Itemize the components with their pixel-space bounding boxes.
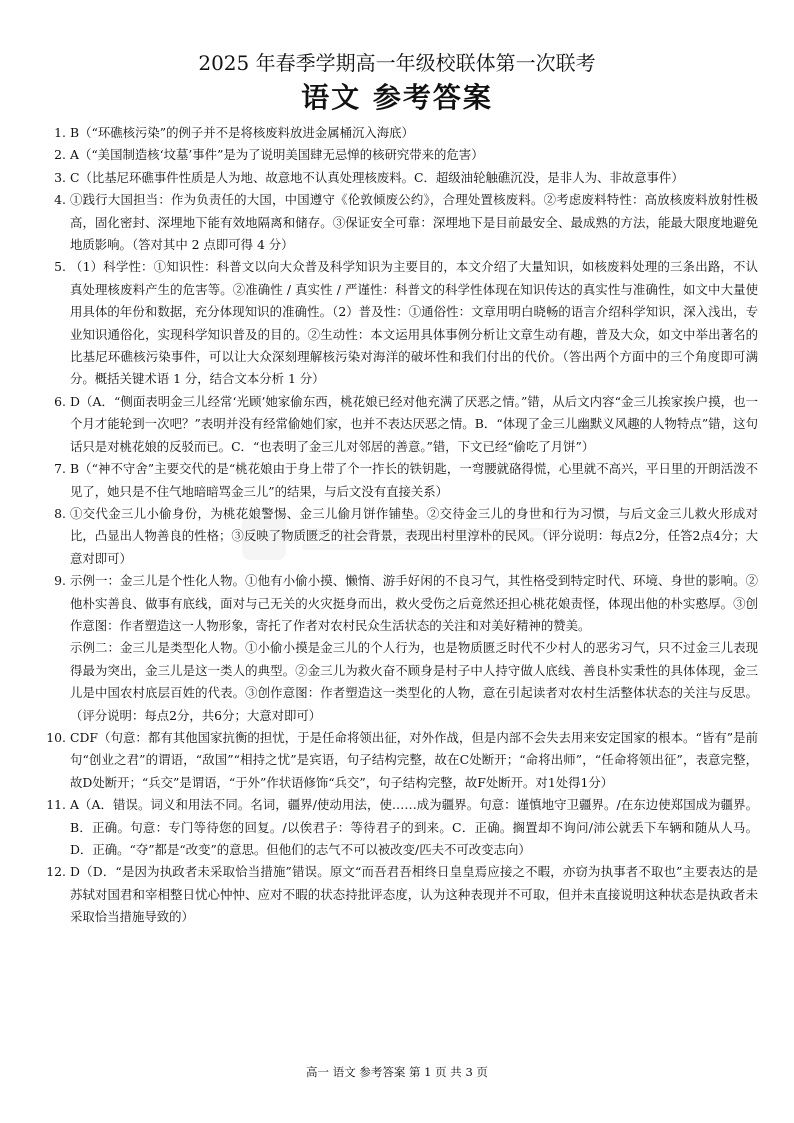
answer-item-7 [36,458,758,503]
answer-text: CDF（句意：都有其他国家抗衡的担忧，于是任命将领出征，对外作战，但是内部不会失去用来安定国家的根本。“皆有”是前句“创业之君”的谓语，“敌国”“相持之忧”是宾语，句子结构完整，故在C处断开；“命将出师”，“任命将领出征”，表意完整，故D处断开；“兵交”是谓语，“于外”作状语修饰“兵交”，句子结构完整，故F处断开。对1处得1分） [70,729,758,790]
answer-list [36,122,758,929]
answer-item-6 [36,391,758,458]
answer-text: B（“神不守舍”主要交代的是“桃花娘由于身上带了个一拃长的铁钥匙，一弯腰就硌得慌，心里就不高兴，平日里的开朗活泼不见了，她只是不住气地暗暗骂金三儿”的结果，与后文没有直接关系） [70,461,758,499]
answer-number: 12. [46,864,66,880]
answer-number: 3. [54,169,66,185]
answer-text: D（D．“是因为执政者未采取恰当措施”错误。原文“而吾君吾相终日皇皇焉应接之不暇，亦窃为执事者不取也”主要表达的是苏轼对国君和宰相整日忧心忡忡、应对不暇的状态持批评态度，认为这种表现并不可取，但并未直接说明这种状态是执政者未采取恰当措施导致的） [70,864,758,925]
answer-number: 6. [54,393,66,409]
answer-number: 5. [54,259,66,275]
exam-title: 2025 年春季学期高一年级校联体第一次联考 [198,51,596,75]
answer-number: 11. [46,797,66,813]
answer-item-12 [36,861,758,928]
answer-number: 9. [54,573,66,589]
answer-text: ①践行大国担当：作为负责任的大国，中国遵守《伦敦倾废公约》，合理处置核废料。②考虑废料特性：高放核废料放射性极高，固化密封、深埋地下能有效地隔离和储存。③保证安全可靠：深埋地下是目前最安全、最成熟的方法，能最大限度地避免地质影响。（答对其中 2 点即可得 4 分） [70,192,758,253]
answer-item-9 [36,570,758,727]
answer-item-4 [36,189,758,256]
answer-item-1 [36,122,758,144]
answer-text: B（“环礁核污染”的例子并不是将核废料放进金属桶沉入海底） [70,125,414,140]
answer-item-8 [36,503,758,570]
answer-number: 2. [54,147,66,163]
answer-text [70,570,758,727]
answer-text: C（比基尼环礁事件性质是人为地、故意地不认真处理核废料。C．超级油轮触礁沉没，是非人为、非故意事件） [70,169,684,185]
example-two: 示例二：金三儿是类型化人物。①小偷小摸是金三儿的个人行为，也是物质匮乏时代不少村人的恶劣习气，只不过金三儿表现得最为突出，金三儿是这一类人的典型。②金三儿为救火奋不顾身是村子中人持守做人底线、善良朴实秉性的具体体现，金三儿是中国农村底层百姓的代表。③创作意图：作者塑造这一类型化的人物，意在引起读者对农村生活整体状态的关注与反思。（评分说明：每点2分，共6分；大意对即可） [70,640,758,723]
answer-text: A（A．错误。词义和用法不同。名词，疆界/使动用法，使……成为疆界。句意：谨慎地守卫疆界。/在东边使郑国成为疆界。B．正确。句意：专门等待您的回复。/以俟君子：等待君子的到来。C．正确。搁置却不询问/沛公就丢下车辆和随从人马。D．正确。“夺”都是“改变”的意思。但他们的志气不可以被改变/匹夫不可改变志向） [70,797,758,857]
answer-number: 1. [54,125,66,140]
answer-item-11 [36,794,758,861]
answer-number: 4. [54,192,66,208]
answer-text: A（“美国制造核‘坟墓’事件”是为了说明美国肆无忌惮的核研究带来的危害） [70,147,484,163]
answer-item-3 [36,167,758,189]
answer-number: 8. [54,505,66,521]
answer-item-2 [36,144,758,166]
example-one: 示例一：金三儿是个性化人物。①他有小偷小摸、懒惰、游手好闲的不良习气，其性格受到特定时代、环境、身世的影响。②他朴实善良、做事有底线，面对与己无关的火灾挺身而出，救火受伤之后竟然还担心桃花娘责怪，体现出他的朴实憨厚。③创作意图：作者塑造这一人物形象，寄托了作者对农村民众生活状态的关注和对美好精神的赞美。 [70,573,758,633]
answer-text: （1）科学性：①知识性：科普文以向大众普及科学知识为主要目的，本文介绍了大量知识，如核废料处理的三条出路，不认真处理核废料产生的危害等。②准确性 / 真实性 / 严谨性：科普文的科学性体现在知识传达的真实性与准确性，如文中大量使用具体的年份和数据，充分体现知识的准确性。（2）普及性：①通俗性：文章用明白晓畅的语言介绍科学知识，深入浅出，专业知识通俗化，实现科学知识普及的目的。②生动性：本文运用具体事例分析让文章生动有趣，普及大众，如文中举出著名的比基尼环礁核污染事件，可以让大众深刻理解核污染对海洋的破坏性和我们付出的代价。（答出两个方面中的三个角度即可满分。概括关键术语 1 分，结合文本分析 1 分） [70,259,758,387]
answer-number: 7. [54,461,66,477]
answer-text: ①交代金三儿小偷身份，为桃花娘警惕、金三儿偷月饼作铺垫。②交待金三儿的身世和行为习惯，与后文金三儿救火形成对比，凸显出人物善良的性格；③反映了物质匮乏的社会背景，表现出村里淳朴的民风。（评分说明：每点2分，任答2点4分；大意对即可） [70,505,758,566]
answer-text: D（A．“侧面表明金三儿经常‘光顾’她家偷东西，桃花娘已经对他充满了厌恶之情。”错，从后文内容“金三儿挨家挨户摸，也一个月才能轮到一次吧？”表明并没有经常偷她们家，也并不表达厌恶之情。B．“体现了金三儿幽默义风趣的人物特点”错，这句话只是对桃花娘的反驳而已。C．“也表明了金三儿对邻居的善意。”错，下文已经“偷吃了月饼”） [70,393,758,454]
page-footer: 高一 语文 参考答案 第 1 页 共 3 页 [306,1065,488,1079]
answer-item-10 [36,727,758,794]
answer-number: 10. [46,729,66,745]
document-subtitle: 语文 参考答案 [301,81,493,114]
answer-item-5 [36,256,758,390]
